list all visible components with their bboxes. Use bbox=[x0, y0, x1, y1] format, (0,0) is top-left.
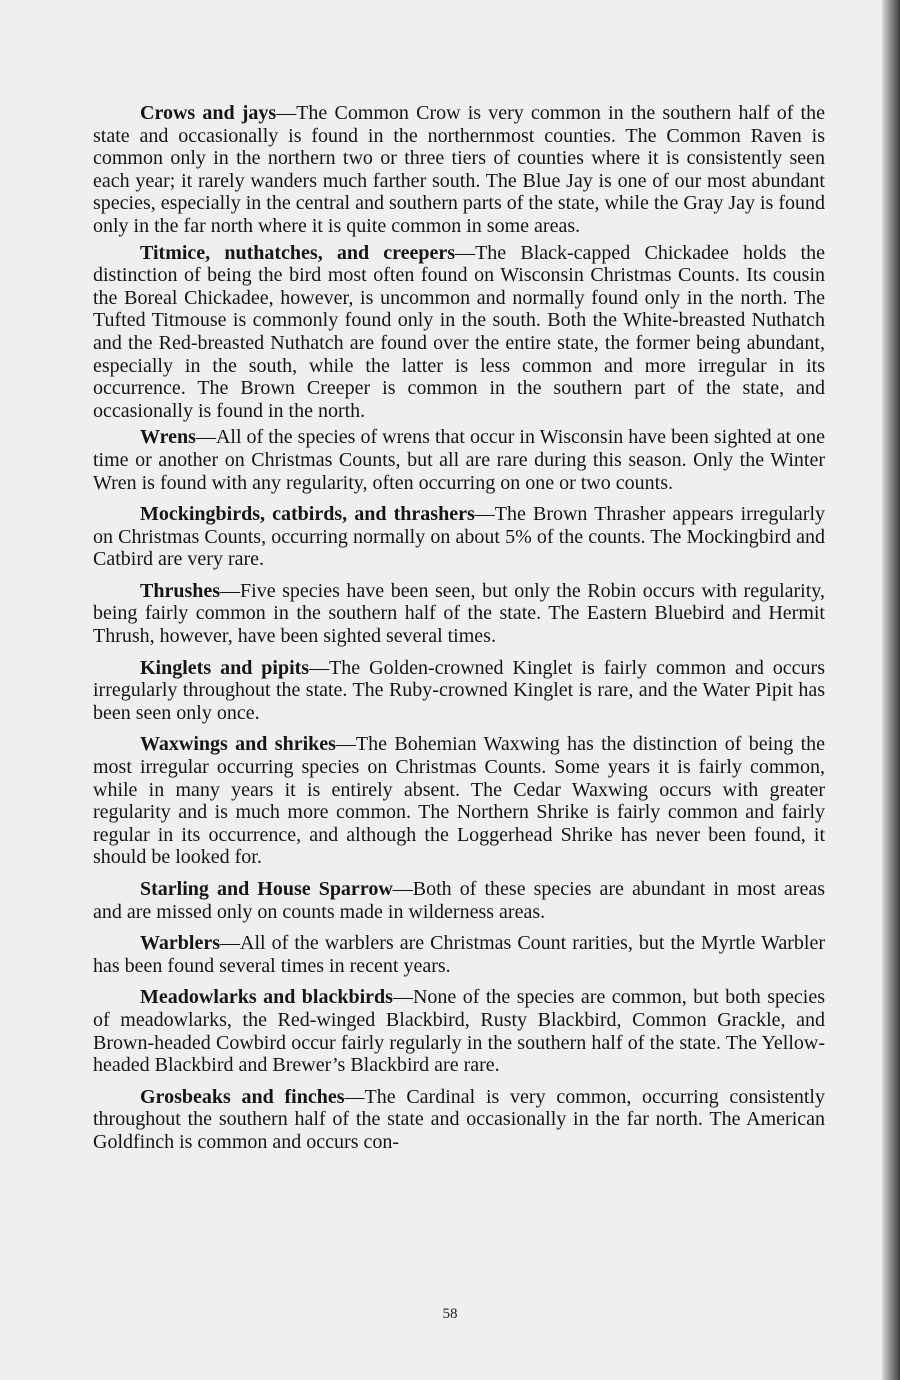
paragraph-starling-and-house-sparrow bbox=[93, 878, 825, 923]
paragraph-heading: Thrushes bbox=[140, 579, 221, 602]
paragraph-titmice-nuthatches-creepers bbox=[93, 242, 825, 423]
paragraph-grosbeaks-and-finches bbox=[93, 1086, 825, 1154]
paragraph-waxwings-and-shrikes bbox=[93, 733, 825, 869]
page-number: 58 bbox=[442, 1306, 458, 1322]
paragraph-text: —The Bohemian Waxwing has the distinction of being the most irregular occurring species on Christmas Counts. Some years it is fairly common, while in many years it is entirely absent. The Cedar Waxwing occurs with greater regularity and is much more common. The Northern Shrike is fairly common and fairly regular in its occurrence, and although the Loggerhead Shrike has never been found, it should be looked for. bbox=[93, 733, 825, 869]
page-edge-shadow bbox=[882, 0, 900, 1380]
paragraph-text: —The Common Crow is very common in the southern half of the state and occasionally is found in the northernmost counties. The Common Raven is common only in the northern two or three tiers of counties where it is consistently seen each year; it rarely wanders much farther south. The Blue Jay is one of our most abundant species, especially in the central and southern parts of the state, while the Gray Jay is found only in the far north where it is quite common in some areas. bbox=[93, 102, 825, 237]
paragraph-meadowlarks-and-blackbirds bbox=[93, 986, 825, 1076]
paragraph-kinglets-and-pipits bbox=[93, 657, 825, 725]
paragraph-crows-and-jays bbox=[93, 102, 825, 238]
paragraph-heading: Crows and jays bbox=[140, 102, 277, 124]
paragraph-text: —The Brown Thrasher appears irregularly on Christmas Counts, occurring normally on about 5% of the counts. The Mockingbird and Catbird are very rare. bbox=[93, 503, 826, 571]
paragraph-wrens bbox=[93, 426, 825, 494]
paragraph-heading: Kinglets and pipits bbox=[140, 656, 310, 679]
paragraph-heading: Meadowlarks and blackbirds bbox=[140, 986, 393, 1009]
paragraph-text: —Both of these species are abundant in most areas and are missed only on counts made in wilderness areas. bbox=[93, 878, 825, 923]
paragraph-heading: Warblers bbox=[140, 932, 220, 955]
paragraph-text: —All of the warblers are Christmas Count rarities, but the Myrtle Warbler has been found several times in recent years. bbox=[93, 932, 825, 977]
paragraph-heading: Grosbeaks and finches bbox=[140, 1085, 345, 1108]
paragraph-mockingbirds-catbirds-thrashers bbox=[93, 503, 825, 571]
paragraph-text: —None of the species are common, but both species of meadowlarks, the Red-winged Blackbird, Rusty Blackbird, Common Grackle, and Brown-headed Cowbird occur fairly regularly in the southern half of the state. The Yellow-headed Blackbird and Brewer’s Blackbird are rare. bbox=[93, 986, 825, 1077]
paragraph-text: —All of the species of wrens that occur in Wisconsin have been sighted at one time or another on Christmas Counts, but all are rare during this season. Only the Winter Wren is found with any regularity, often occurring on one or two counts. bbox=[93, 426, 825, 494]
paragraph-heading: Wrens bbox=[140, 426, 196, 449]
paragraph-text: —The Black-capped Chickadee holds the distinction of being the bird most often found on Wisconsin Christmas Counts. Its cousin the Boreal Chickadee, however, is uncommon and normally found only in the north. The Tufted Titmouse is commonly found only in the south. Both the White-breasted Nuthatch and the Red-breasted Nuthatch are found over the entire state, the former being abundant, especially in the south, while the latter is less common and more irregular in its occurrence. The Brown Creeper is common in the southern part of the state, and occasionally is found in the north. bbox=[93, 241, 825, 422]
paragraph-text: —The Golden-crowned Kinglet is fairly common and occurs irregularly throughout the state. The Ruby-crowned Kinglet is rare, and the Water Pipit has been seen only once. bbox=[93, 656, 825, 724]
paragraph-heading: Starling and House Sparrow bbox=[140, 878, 393, 900]
paragraph-heading: Waxwings and shrikes bbox=[140, 733, 336, 756]
paragraph-thrushes bbox=[93, 580, 825, 648]
paragraph-warblers bbox=[93, 932, 825, 977]
paragraph-text: —Five species have been seen, but only the Robin occurs with regularity, being fairly common in the southern half of the state. The Eastern Bluebird and Hermit Thrush, however, have been sighted several times. bbox=[93, 579, 825, 648]
paragraph-heading: Mockingbirds, catbirds, and thrashers bbox=[140, 503, 475, 526]
body-text bbox=[93, 102, 825, 1154]
paragraph-text: —The Cardinal is very common, occurring consistently throughout the southern half of the state and occasionally in the far north. The American Goldfinch is common and occurs con- bbox=[93, 1085, 825, 1153]
paragraph-heading: Titmice, nuthatches, and creepers bbox=[140, 241, 456, 264]
